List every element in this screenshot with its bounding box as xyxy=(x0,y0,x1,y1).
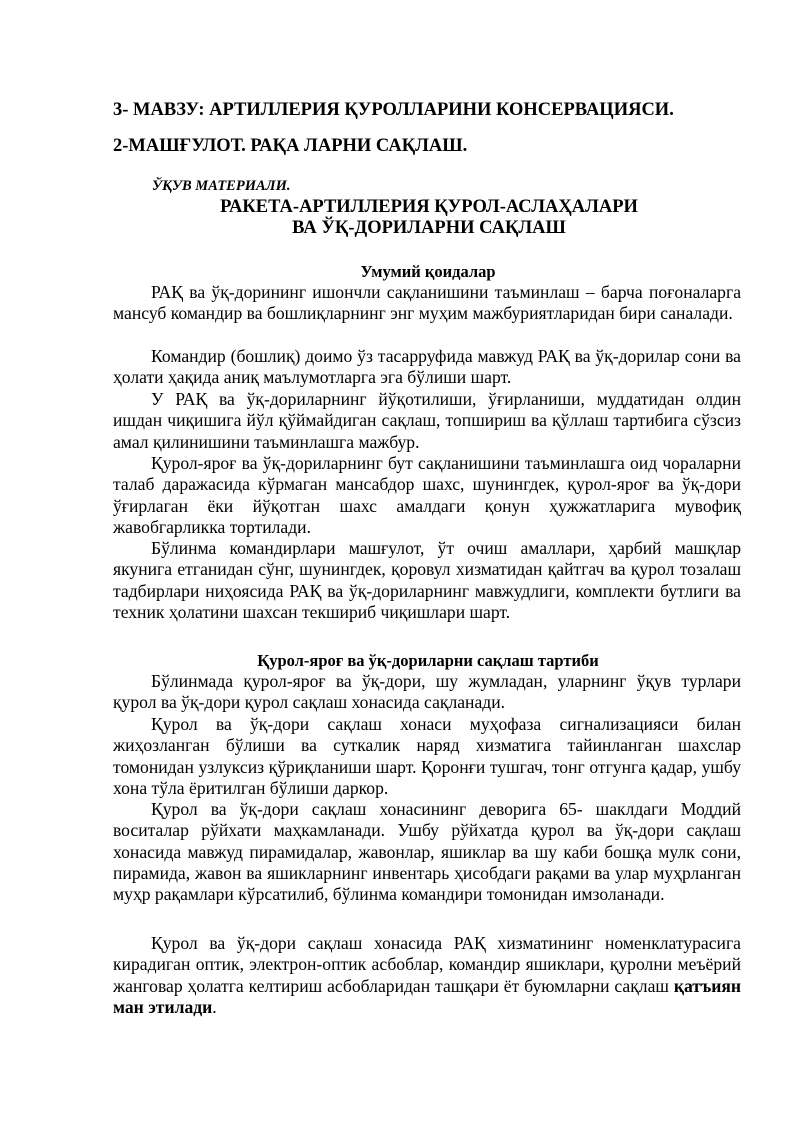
emphasis-text: қатъиян ман этилади xyxy=(113,975,741,1017)
paragraph: Бўлинма командирлари машғулот, ўт очиш амаллари, ҳарбий машқлар якунига етганидан сўнг, шунингдек, қоровул хизматидан қайтгач ва қурол тозалаш тадбирлари ниҳоясида РАҚ ва ўқ-дориларнинг мавжудлиги, комплекти бутлиги ва техник ҳолатини шахсан текшириб чиқишлари шарт. xyxy=(113,538,741,622)
paragraph: У РАҚ ва ўқ-дориларнинг йўқотилиши, ўғирланиши, муддатидан олдин ишдан чиқишига йўл қўймайдиган сақлаш, топшириш ва қўллаш тартибига сўзсиз амал қилинишини таъминлашга мажбур. xyxy=(113,389,741,452)
paragraph: Бўлинмада қурол-яроғ ва ўқ-дори, шу жумладан, уларнинг ўқув турлари қурол ва ўқ-дори қурол сақлаш хонасида сақланади. xyxy=(113,671,741,713)
section-heading-general-rules: Умумий қоидалар xyxy=(360,262,496,281)
paragraph: РАҚ ва ўқ-дорининг ишончли сақланишини таъминлаш – барча поғоналарга мансуб командир ва бошлиқларнинг энг муҳим мажбуриятларидан бири саналади. xyxy=(113,282,741,324)
paragraph-end: . xyxy=(212,996,217,1017)
document-title-line-2: ВА ЎҚ-ДОРИЛАРНИ САҚЛАШ xyxy=(292,218,566,238)
paragraph: Командир (бошлиқ) доимо ўз тасарруфида мавжуд РАҚ ва ўқ-дорилар сони ва ҳолати ҳақида аниқ маълумотларга эга бўлиши шарт. xyxy=(113,346,741,388)
paragraph: Қурол ва ўқ-дори сақлаш хонасининг деворига 65- шаклдаги Моддий воситалар рўйхати маҳкамланади. Ушбу рўйхатда қурол ва ўқ-дори сақлаш хонасида мавжуд пирамидалар, жавонлар, яшиклар ва шу каби бошқа мулк сони, пирамида, жавон ва яшикларнинг инвентарь ҳисобдаги рақами ва улар муҳрланган муҳр рақамлари кўрсатилиб, бўлинма командири томонидан имзоланади. xyxy=(113,799,741,905)
paragraph: Қурол-яроғ ва ўқ-дориларнинг бут сақланишини таъминлашга оид чораларни талаб даражасида кўрмаган мансабдор шахс, шунингдек, қурол-яроғ ва ўқ-дори ўғирлаган ёки йўқотган шахс амалдаги қонун ҳужжатларига мувофиқ жавобгарликка тортилади. xyxy=(113,453,741,537)
paragraph-text: Қурол ва ўқ-дори сақлаш хонасида РАҚ хизматининг номенклатурасига кирадиган оптик, электрон-оптик асбоблар, командир яшиклари, қуролни меъёрий жанговар ҳолатга келтириш асбобларидан ташқари ёт буюмларни сақлаш xyxy=(113,933,741,996)
paragraph-with-emphasis xyxy=(113,933,741,1018)
lesson-heading: 2-МАШҒУЛОТ. РАҚА ЛАРНИ САҚЛАШ. xyxy=(113,136,468,156)
section-heading-storage-order: Қурол-яроғ ва ўқ-дориларни сақлаш тартиби xyxy=(257,651,599,670)
material-label: ЎҚУВ МАТЕРИАЛИ. xyxy=(152,178,291,194)
topic-heading: 3- МАВЗУ: АРТИЛЛЕРИЯ ҚУРОЛЛАРИНИ КОНСЕРВАЦИЯСИ. xyxy=(113,100,674,120)
paragraph: Қурол ва ўқ-дори сақлаш хонаси муҳофаза сигнализацияси билан жиҳозланган бўлиши ва суткалик наряд хизматига тайинланган шахслар томонидан узлуксиз қўриқланиши шарт. Қоронғи тушгач, тонг отгунга қадар, ушбу хона тўла ёритилган бўлиши даркор. xyxy=(113,714,741,798)
document-title-line-1: РАКЕТА-АРТИЛЛЕРИЯ ҚУРОЛ-АСЛАҲАЛАРИ xyxy=(220,197,638,217)
